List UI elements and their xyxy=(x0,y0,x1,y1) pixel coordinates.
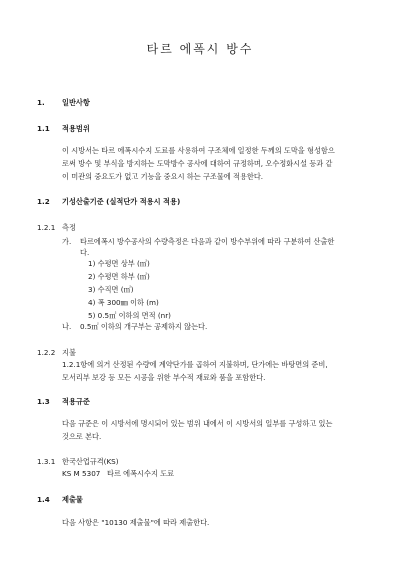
section-1-3-1-heading: 한국산업규격(KS) xyxy=(62,457,119,466)
section-1-1-number: 1.1 xyxy=(37,124,50,133)
section-1-1-line-2: 로써 방수 및 부식을 방지하는 도막방수 공사에 대하여 규정하며, 오수정화시설 등과 같 xyxy=(62,159,333,168)
item-ga-label: 가. xyxy=(62,237,72,246)
section-1-number: 1. xyxy=(37,98,45,107)
section-1-3-line-1: 다음 규준은 이 시방서에 명시되어 있는 범위 내에서 이 시방서의 일부를 구성하고 있는 xyxy=(62,419,333,428)
standard-code: KS M 5307 xyxy=(62,469,101,478)
section-1-4-heading: 제출물 xyxy=(62,495,83,504)
item-na-label: 나. xyxy=(62,322,72,331)
standard-name: 타르 에폭시수지 도료 xyxy=(107,469,175,478)
item-ga-line-2: 다. xyxy=(80,248,90,257)
section-1-2-2-number: 1.2.2 xyxy=(37,348,56,357)
section-1-3-line-2: 것으로 본다. xyxy=(62,432,102,441)
section-1-1-line-1: 이 시방서는 타르 에폭시수지 도료를 사용하여 구조체에 일정한 두께의 도막을 형성함으 xyxy=(62,146,335,155)
section-1-2-1-heading: 측정 xyxy=(62,223,76,232)
measure-item-3: 3) 수직면 (㎡) xyxy=(88,285,134,294)
section-1-4-line: 다음 사항은 "10130 제출물"에 따라 제출한다. xyxy=(62,518,210,527)
section-1-2-1-number: 1.2.1 xyxy=(37,223,56,232)
item-ga-line-1: 타르에폭시 방수공사의 수량측정은 다음과 같이 방수부위에 따라 구분하여 산출한 xyxy=(80,237,335,246)
item-na-line: 0.5㎡ 이하의 개구부는 공제하지 않는다. xyxy=(80,322,208,331)
measure-item-1: 1) 수평면 상부 (㎡) xyxy=(88,259,150,268)
section-1-3-1-number: 1.3.1 xyxy=(37,457,56,466)
measure-item-2: 2) 수평면 하부 (㎡) xyxy=(88,272,150,281)
measure-item-5: 5) 0.5㎡ 이하의 면적 (nr) xyxy=(88,311,171,320)
section-1-2-2-heading: 지불 xyxy=(62,348,76,357)
section-1-3-number: 1.3 xyxy=(37,397,50,406)
section-1-4-number: 1.4 xyxy=(37,495,50,504)
section-1-heading: 일반사항 xyxy=(62,98,90,107)
document-title: 타르 에폭시 방수 xyxy=(146,42,254,56)
section-1-3-heading: 적용규준 xyxy=(62,397,90,406)
section-1-2-2-line-2: 모서리부 보강 등 모든 시공을 위한 부수적 재료와 품을 포함한다. xyxy=(62,373,266,382)
measure-item-4: 4) 폭 300㎜ 이하 (m) xyxy=(88,298,159,307)
section-1-1-heading: 적용범위 xyxy=(62,124,90,133)
section-1-2-2-line-1: 1.2.1항에 의거 산정된 수량에 계약단가를 곱하여 지불하며, 단가에는 바탕면의 준비, xyxy=(62,360,328,369)
section-1-1-line-3: 이 미관의 중요도가 없고 기능을 중요시 하는 구조물에 적용한다. xyxy=(62,172,264,181)
section-1-2-heading: 기성산출기준 (실적단가 적용시 적용) xyxy=(62,197,181,206)
section-1-2-number: 1.2 xyxy=(37,197,50,206)
